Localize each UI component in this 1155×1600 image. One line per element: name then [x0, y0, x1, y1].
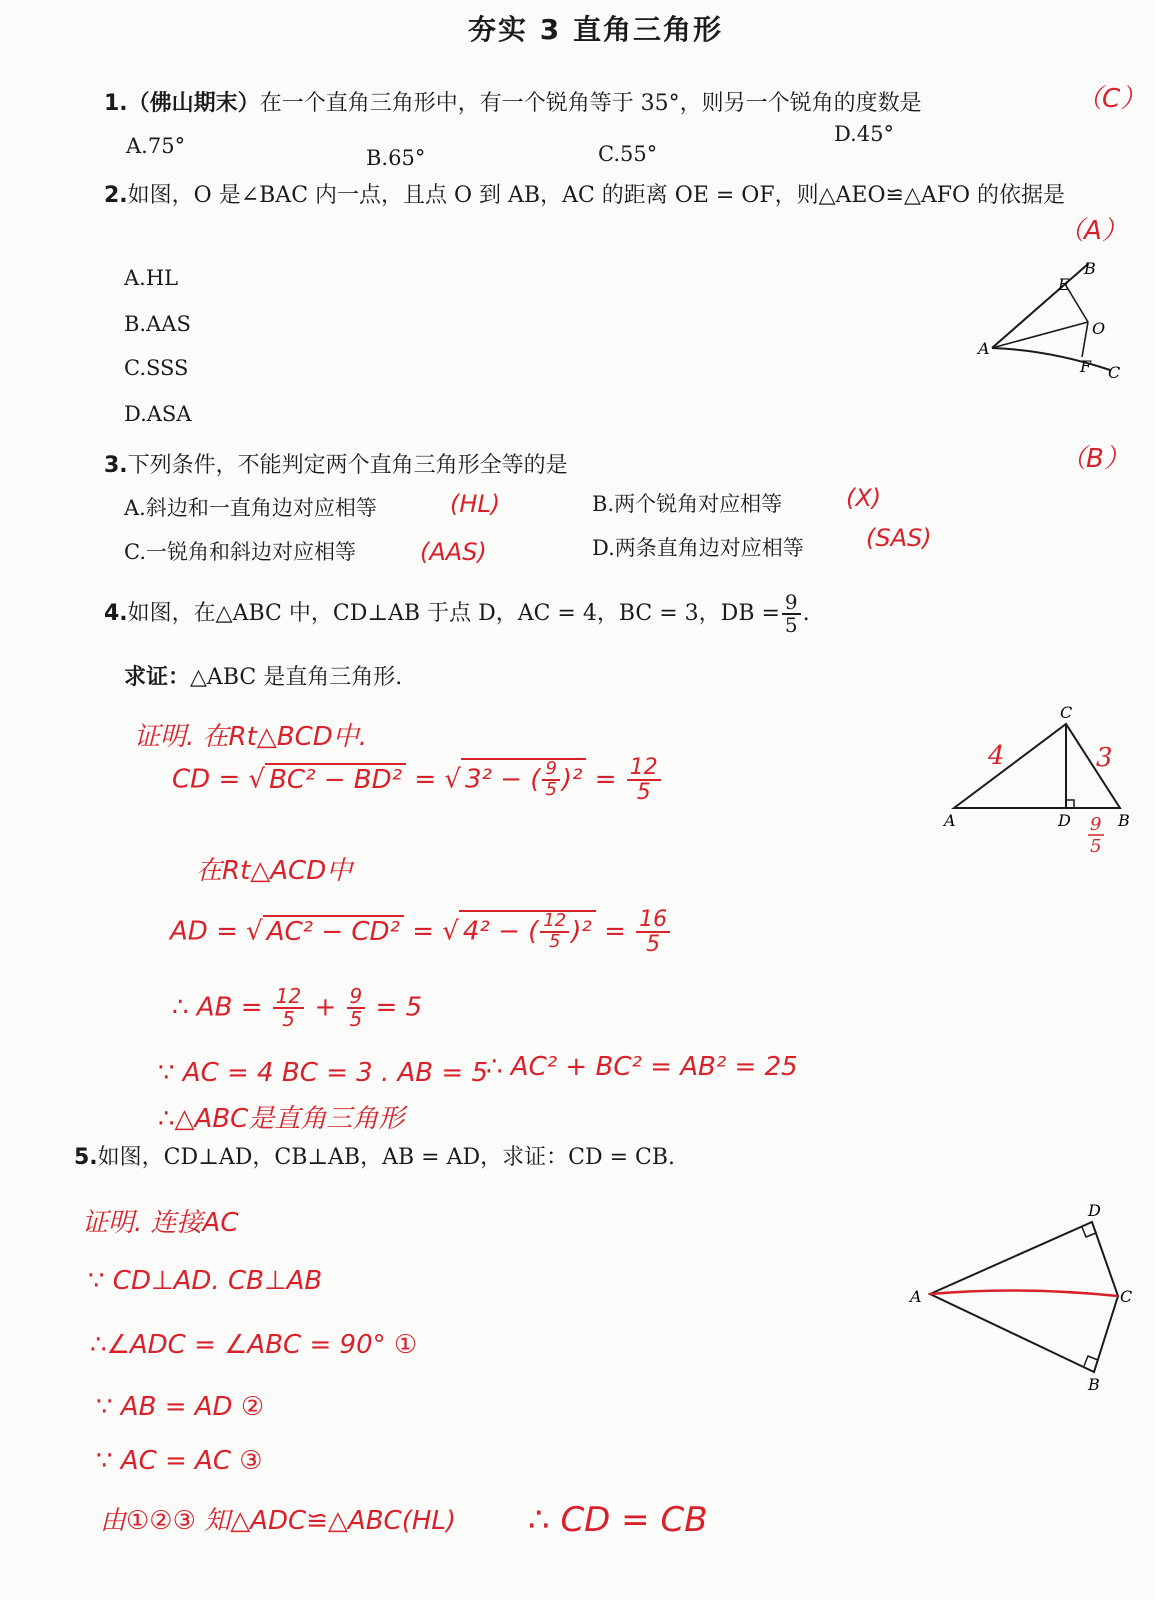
- q4-hw-line5: [172, 986, 422, 1030]
- q1-option-a: A.75°: [126, 134, 186, 158]
- q4-hw-sqrt-num-tail: )²: [561, 764, 583, 795]
- q4-hw-line2: CD = √ BC² − BD² = √ 3² − ( $\frac{9}{5}$ )² = $\frac{12}{5}$: [172, 756, 663, 804]
- q4-label-b: B: [1118, 811, 1130, 830]
- q4-hw-frac-16-5: [636, 908, 670, 956]
- q4-db-fraction: [782, 592, 801, 636]
- q4-hw-plus: +: [314, 992, 337, 1023]
- q5-label-d: D: [1088, 1201, 1101, 1220]
- q4-hw-line6a: ∵ AC = 4 BC = 3 . AB = 5: [158, 1058, 488, 1088]
- q1-number: 1.: [104, 91, 128, 116]
- q4-hw-frac-12-5-num: 12: [627, 756, 661, 781]
- q4-hw-sqrt-num: [461, 758, 586, 800]
- q4-db-numerator: 9: [782, 592, 801, 615]
- q3-option-d: D.两条直角边对应相等: [592, 536, 804, 560]
- q4-hw-frac-16-5-num: 16: [636, 908, 670, 933]
- q1-option-d: D.45°: [834, 122, 894, 146]
- q5-hw-line5: ∵ AC = AC ③: [96, 1446, 263, 1476]
- q5-label-a: A: [910, 1287, 922, 1306]
- q4-note-ac: 4: [988, 741, 1005, 771]
- q5-figure: [900, 1200, 1140, 1400]
- q4-label-c: C: [1060, 703, 1073, 722]
- q4-hw-eq4: =: [604, 916, 626, 947]
- q2-answer: （A）: [1058, 216, 1128, 246]
- q3-text: 下列条件，不能判定两个直角三角形全等的是: [127, 453, 568, 478]
- q2-option-a: A.HL: [124, 266, 179, 290]
- q2-label-c: C: [1108, 363, 1120, 382]
- q1-stem: [104, 86, 922, 117]
- q4-hw-line1: 证明. 在Rt△BCD中.: [134, 722, 368, 752]
- q3-note-d: (SAS): [866, 524, 932, 552]
- q4-hw-sqrt-num2-tail: )²: [571, 916, 592, 947]
- q3-note-b: (X): [846, 484, 882, 512]
- q5-quadrilateral-adcb: [930, 1222, 1118, 1372]
- q4-hw-frac-12-5c-num: 12: [273, 986, 304, 1009]
- q5-hw-line6b: ∴ CD = CB: [528, 1500, 708, 1540]
- q4-hw-ad-label: AD =: [170, 916, 238, 947]
- q2-label-a: A: [978, 339, 990, 358]
- q4-hw-frac-12-5c-den: 5: [282, 1007, 295, 1031]
- q5-hw-line4: ∵ AB = AD ②: [96, 1392, 265, 1422]
- q2-label-f: F: [1080, 357, 1092, 376]
- q2-option-b: B.AAS: [124, 312, 191, 336]
- q4-hw-frac-9-5b: [347, 986, 366, 1030]
- q5-hw-line6a: 由①②③ 知△ADC≌△ABC(HL): [100, 1506, 457, 1536]
- q4-hw-sqrt-cd: AC² − CD²: [263, 915, 404, 947]
- q5-segment-ac: [930, 1290, 1118, 1296]
- q4-prove-text: △ABC 是直角三角形.: [190, 665, 403, 690]
- q4-hw-sqrt-num2: [459, 910, 596, 952]
- q2-number: 2.: [104, 183, 128, 208]
- q2-ray-ac: [992, 348, 1110, 370]
- q4-hw-frac-12-5: [627, 756, 661, 804]
- q2-option-c: C.SSS: [124, 356, 189, 380]
- q4-hw-frac-12-5b-num: 12: [540, 912, 569, 933]
- q3-option-a: A.斜边和一直角边对应相等: [124, 496, 377, 520]
- q4-hw-frac-9-5: [542, 760, 559, 800]
- q3-stem: [104, 448, 568, 479]
- q4-hw-frac-16-5-den: 5: [646, 932, 661, 958]
- q4-hw-eq1: =: [414, 764, 437, 795]
- q4-prove: [124, 660, 402, 691]
- q2-label-o: O: [1092, 319, 1106, 338]
- q4-figure: [940, 700, 1140, 860]
- q4-db-denominator: 5: [784, 613, 798, 637]
- q2-label-b: B: [1084, 259, 1096, 278]
- q4-hw-frac-12-5-den: 5: [636, 780, 651, 806]
- q5-number: 5.: [74, 1145, 98, 1170]
- q3-number: 3.: [104, 453, 128, 478]
- q4-hw-line4: AD = √ AC² − CD² = √ 4² − ( $\frac{12}{5}$ )² = $\frac{16}{5}$: [170, 908, 672, 956]
- q4-hw-line3: 在Rt△ACD中: [196, 856, 353, 886]
- q4-hw-sqrt-bd: BC² − BD²: [265, 763, 406, 795]
- q2-text: 如图，O 是∠BAC 内一点，且点 O 到 AB，AC 的距离 OE = OF，则△AEO≌△AFO 的依据是: [127, 183, 1066, 208]
- q1-source: （佛山期末）: [127, 91, 260, 116]
- q3-option-b: B.两个锐角对应相等: [592, 492, 783, 516]
- q3-note-c: (AAS): [420, 538, 487, 566]
- q4-hw-frac-12-5b-den: 5: [549, 931, 561, 953]
- q4-hw-ab-result: = 5: [375, 992, 423, 1023]
- q2-stem: [104, 178, 1065, 209]
- q5-text: 如图，CD⊥AD，CB⊥AB，AB = AD，求证：CD = CB.: [97, 1145, 675, 1170]
- q4-label-d: D: [1058, 811, 1071, 830]
- q3-option-c: C.一锐角和斜边对应相等: [124, 540, 356, 564]
- q2-figure: [970, 250, 1120, 390]
- q1-option-b: B.65°: [366, 146, 426, 170]
- q4-hw-frac-9-5-den: 5: [545, 779, 557, 801]
- q4-hw-eq2: =: [594, 764, 617, 795]
- q4-note-db-num: 9: [1090, 814, 1102, 835]
- q4-label-a: A: [944, 811, 956, 830]
- q4-hw-line7: ∴△ABC是直角三角形: [158, 1104, 405, 1134]
- q4-text: 如图，在△ABC 中，CD⊥AB 于点 D，AC = 4，BC = 3，DB =: [127, 601, 780, 626]
- q4-right-angle-mark: [1066, 800, 1074, 808]
- q4-hw-frac-9-5b-den: 5: [349, 1007, 363, 1031]
- q5-stem: [74, 1140, 675, 1171]
- q5-label-c: C: [1120, 1287, 1133, 1306]
- q5-hw-line2: ∵ CD⊥AD. CB⊥AB: [88, 1266, 323, 1296]
- q4-hw-frac-9-5b-num: 9: [347, 986, 366, 1009]
- q4-hw-eq3: =: [412, 916, 435, 947]
- q4-hw-frac-9-5-num: 9: [542, 760, 559, 781]
- q3-note-a: (HL): [450, 490, 501, 518]
- q4-hw-ab-label: ∴ AB =: [172, 992, 263, 1023]
- q4-hw-frac-12-5b: [540, 912, 569, 952]
- q5-label-b: B: [1088, 1375, 1100, 1394]
- q5-hw-line3: ∴∠ADC = ∠ABC = 90° ①: [90, 1330, 418, 1360]
- q1-answer: （C）: [1076, 84, 1147, 114]
- q1-text: 在一个直角三角形中，有一个锐角等于 35°，则另一个锐角的度数是: [259, 91, 922, 116]
- q4-stem: 4.如图，在△ABC 中，CD⊥AB 于点 D，AC = 4，BC = 3，DB = $\frac{9}{5}$ .: [104, 590, 810, 637]
- q4-hw-cd-label: CD =: [172, 764, 241, 795]
- q4-hw-sqrt-num2-head: 4² − (: [462, 916, 539, 947]
- q2-segment-of: [1082, 322, 1088, 357]
- q4-number: 4.: [104, 601, 128, 626]
- q1-option-c: C.55°: [598, 142, 658, 166]
- q4-note-bc: 3: [1096, 743, 1113, 773]
- q4-note-db-den: 5: [1090, 836, 1102, 857]
- q3-answer: （B）: [1060, 444, 1130, 474]
- q4-prove-label: 求证：: [124, 665, 191, 690]
- q4-hw-line6b: ∴ AC² + BC² = AB² = 25: [486, 1052, 798, 1082]
- q2-label-e: E: [1058, 275, 1070, 294]
- page-title: 夯实 3 直角三角形: [468, 13, 723, 46]
- q2-option-d: D.ASA: [124, 402, 192, 426]
- q4-hw-sqrt-num-head: 3² − (: [465, 764, 541, 795]
- q4-hw-frac-12-5c: [273, 986, 304, 1030]
- q5-hw-line1: 证明. 连接AC: [82, 1208, 239, 1238]
